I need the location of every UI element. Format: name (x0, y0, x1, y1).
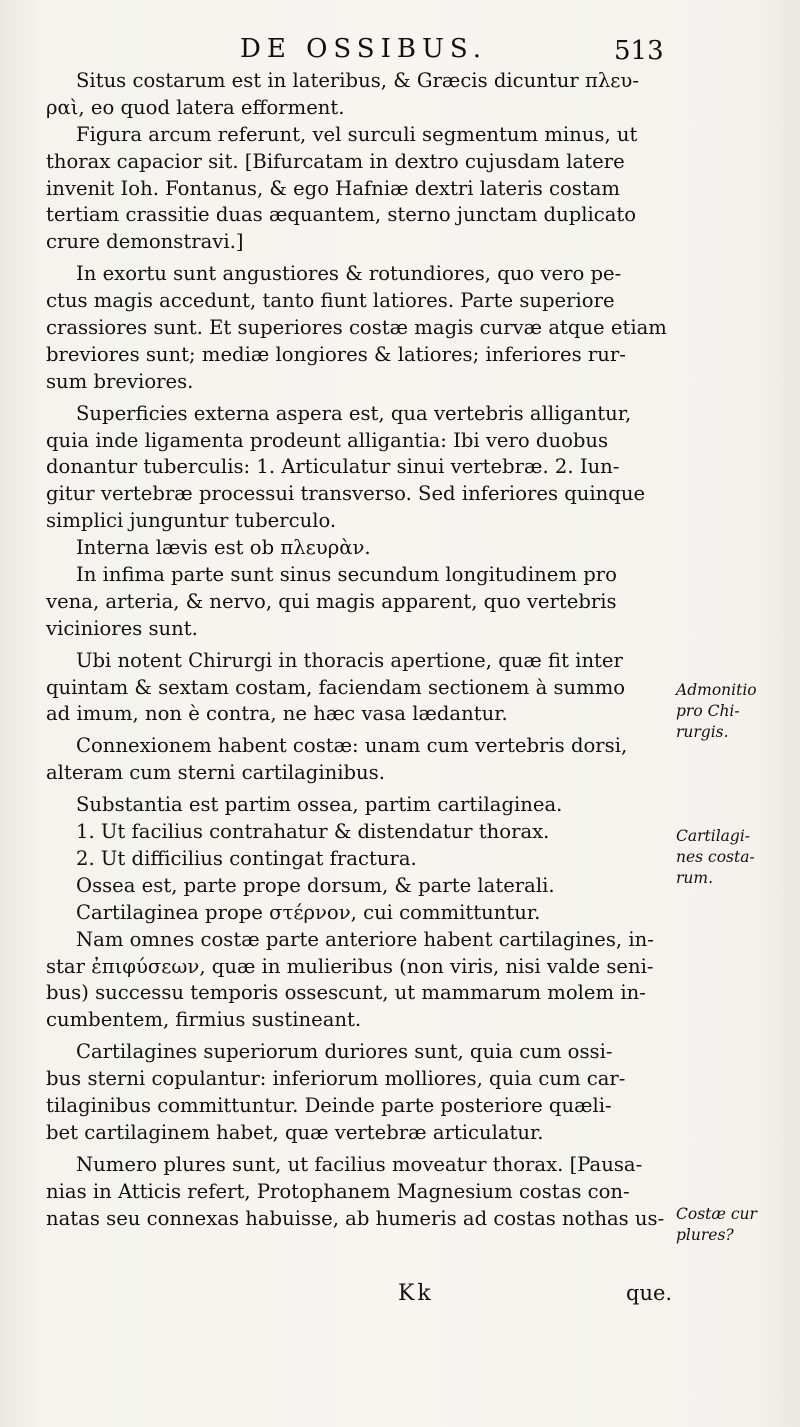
margin-note-line: nes costa- (676, 848, 755, 866)
text-line: quintam & sextam costam, faciendam sectionem à summo (46, 675, 626, 699)
text-line: In infima parte sunt sinus secundum longitudinem pro (76, 563, 617, 587)
text-line: Interna lævis est ob πλευρὰν. (76, 536, 371, 560)
text-line: cumbentem, firmius sustineant. (46, 1008, 362, 1032)
text-line: quia inde ligamenta prodeunt alligantia: Ibi vero duobus (46, 428, 609, 452)
margin-note-line: Costæ cur (676, 1205, 757, 1223)
text-line: crassiores sunt. Et superiores costæ magis curvæ atque etiam (46, 316, 667, 340)
text-line: viciniores sunt. (46, 616, 198, 640)
text-line: Nam omnes costæ parte anteriore habent cartilagines, in- (76, 927, 654, 951)
text-line: Ossea est, parte prope dorsum, & parte laterali. (76, 873, 555, 897)
text-line: breviores sunt; mediæ longiores & latiores; inferiores rur- (46, 342, 626, 366)
margin-note-surgeons (676, 680, 796, 743)
margin-note-line: Cartilagi- (676, 827, 751, 845)
text-line: Cartilagines superiorum duriores sunt, quia cum ossi- (76, 1040, 613, 1064)
text-line: In exortu sunt angustiores & rotundiores, quo vero pe- (76, 262, 622, 286)
text-line: star ἐπιφύσεων, quæ in mulieribus (non viris, nisi valde seni- (46, 954, 654, 978)
signature-mark: Kk (398, 1281, 434, 1306)
text-line: Ubi notent Chirurgi in thoracis apertione, quæ fit inter (76, 648, 623, 672)
catchword: que. (626, 1281, 673, 1305)
margin-note-line: pro Chi- (676, 702, 740, 720)
text-line: bus sterni copulantur: inferiorum molliores, quia cum car- (46, 1067, 626, 1091)
text-line: ctus magis accedunt, tanto fiunt latiores. Parte superiore (46, 289, 615, 313)
text-line: crure demonstravi.] (46, 230, 244, 254)
text-line: 2. Ut difficilius contingat fractura. (76, 846, 417, 870)
text-line: vena, arteria, & nervo, qui magis apparent, quo vertebris (46, 589, 617, 613)
text-line: natas seu connexas habuisse, ab humeris ad costas nothas us- (46, 1206, 665, 1230)
margin-note-line: plures? (676, 1226, 734, 1244)
text-line: Substantia est partim ossea, partim cartilaginea. (76, 793, 563, 817)
margin-note-number (676, 1204, 796, 1246)
body-text (46, 68, 678, 1232)
text-line: Situs costarum est in lateribus, & Græcis dicuntur πλευ- (76, 69, 639, 92)
text-line: ad imum, non è contra, ne hæc vasa lædantur. (46, 702, 508, 726)
text-line: bus) successu temporis ossescunt, ut mammarum molem in- (46, 981, 646, 1005)
margin-note-line: Admonitio (676, 681, 757, 699)
running-head: DE OSSIBUS. (240, 34, 488, 64)
text-line: 1. Ut facilius contrahatur & distendatur thorax. (76, 820, 550, 844)
text-line: alteram cum sterni cartilaginibus. (46, 761, 385, 785)
text-line: thorax capacior sit. [Bifurcatam in dextro cujusdam latere (46, 149, 625, 173)
text-line: Cartilaginea prope στέρνον, cui committuntur. (76, 900, 541, 924)
text-line: Numero plures sunt, ut facilius moveatur thorax. [Pausa- (76, 1152, 643, 1176)
text-line: bet cartilaginem habet, quæ vertebræ articulatur. (46, 1120, 544, 1144)
text-line: simplici junguntur tuberculo. (46, 509, 337, 533)
text-line: Superficies externa aspera est, qua vertebris alligantur, (76, 401, 632, 425)
text-line: gitur vertebræ processui transverso. Sed inferiores quinque (46, 482, 646, 506)
margin-note-line: rurgis. (676, 723, 729, 741)
text-line: sum breviores. (46, 369, 194, 393)
text-line: tilaginibus committuntur. Deinde parte posteriore quæli- (46, 1093, 612, 1117)
page-number: 513 (614, 36, 664, 66)
text-line: tertiam crassitie duas æquantem, sterno junctam duplicato (46, 203, 637, 227)
text-line: Figura arcum referunt, vel surculi segmentum minus, ut (76, 122, 638, 146)
margin-note-line: rum. (676, 869, 714, 887)
text-line: nias in Atticis refert, Protophanem Magnesium costas con- (46, 1179, 630, 1203)
text-line: donantur tuberculis: 1. Articulatur sinui vertebræ. 2. Iun- (46, 455, 620, 479)
text-line: invenit Ioh. Fontanus, & ego Hafniæ dextri lateris costam (46, 176, 620, 200)
text-line: ραὶ, eo quod latera efforment. (46, 95, 345, 119)
text-line: Connexionem habent costæ: unam cum vertebris dorsi, (76, 734, 628, 758)
margin-note-cartilages (676, 826, 796, 889)
